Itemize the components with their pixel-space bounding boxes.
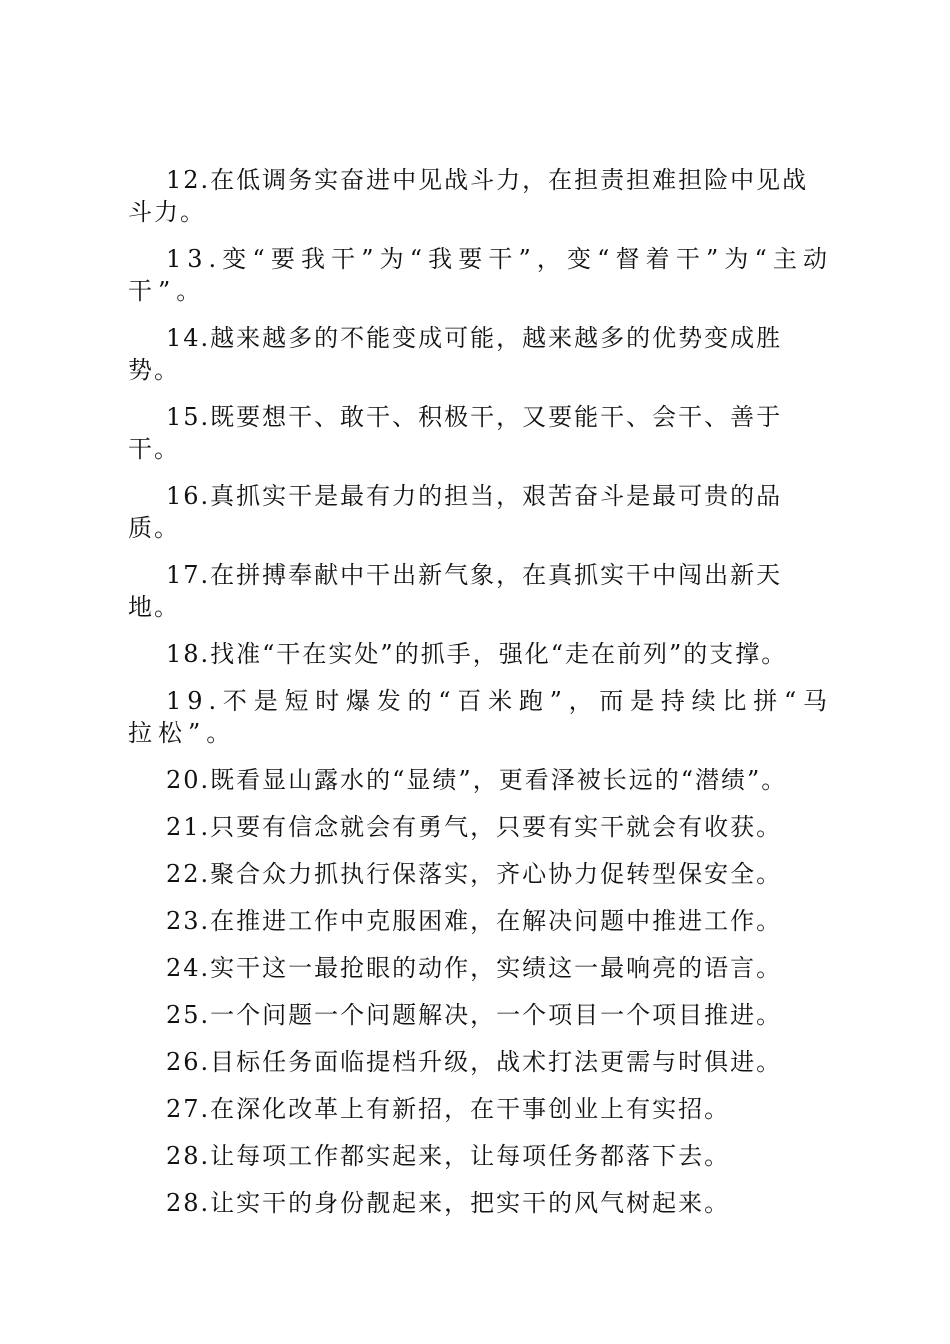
list-item: 18.找准“干在实处”的抓手，强化“走在前列”的支撑。 xyxy=(166,640,788,668)
list-item: 27.在深化改革上有新招，在干事创业上有实招。 xyxy=(166,1095,731,1123)
list-item: 21.只要有信念就会有勇气，只要有实干就会有收获。 xyxy=(166,813,783,841)
list-item: 13.变“要我干”为“我要干”，变“督着干”为“主动干”。 xyxy=(128,245,833,305)
list-item: 15.既要想干、敢干、积极干，又要能干、会干、善于干。 xyxy=(128,403,783,463)
list-item: 24.实干这一最抢眼的动作，实绩这一最响亮的语言。 xyxy=(166,954,783,982)
list-item: 19.不是短时爆发的“百米跑”，而是持续比拼“马拉松”。 xyxy=(128,687,833,747)
list-item: 26.目标任务面临提档升级，战术打法更需与时俱进。 xyxy=(166,1048,783,1076)
list-item: 22.聚合众力抓执行保落实，齐心协力促转型保安全。 xyxy=(166,860,783,888)
list-item: 23.在推进工作中克服困难，在解决问题中推进工作。 xyxy=(166,907,783,935)
list-item: 14.越来越多的不能变成可能，越来越多的优势变成胜势。 xyxy=(128,324,783,384)
list-item: 16.真抓实干是最有力的担当，艰苦奋斗是最可贵的品质。 xyxy=(128,482,783,542)
list-item: 17.在拼搏奉献中干出新气象，在真抓实干中闯出新天地。 xyxy=(128,561,783,621)
list-item: 28.让每项工作都实起来，让每项任务都落下去。 xyxy=(166,1142,731,1170)
list-item: 25.一个问题一个问题解决，一个项目一个项目推进。 xyxy=(166,1001,783,1029)
document-body xyxy=(128,164,833,1234)
list-item: 28.让实干的身份靓起来，把实干的风气树起来。 xyxy=(166,1189,731,1217)
list-item: 12.在低调务实奋进中见战斗力，在担责担难担险中见战斗力。 xyxy=(128,166,809,226)
list-item: 20.既看显山露水的“显绩”，更看泽被长远的“潜绩”。 xyxy=(166,766,788,794)
